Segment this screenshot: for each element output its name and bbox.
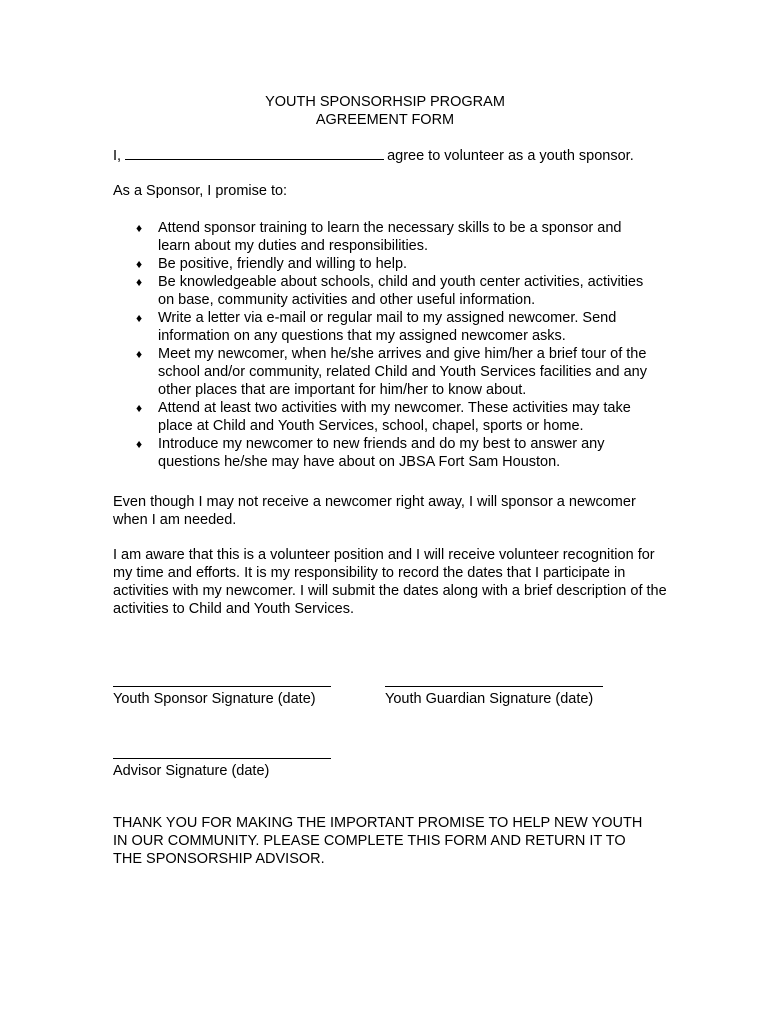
diamond-bullet-icon: ♦ — [136, 401, 143, 415]
diamond-bullet-icon: ♦ — [136, 311, 143, 325]
diamond-bullet-icon: ♦ — [136, 437, 143, 451]
youth-sponsor-signature-line[interactable] — [113, 686, 331, 687]
diamond-bullet-icon: ♦ — [136, 257, 143, 271]
list-item-text: Attend sponsor training to learn the necessary skills to be a sponsor and learn about my duties and responsibilities. — [158, 220, 622, 254]
list-item — [136, 399, 656, 435]
diamond-bullet-icon: ♦ — [136, 347, 143, 361]
form-subtitle: AGREEMENT FORM — [315, 112, 455, 128]
youth-guardian-signature-label: Youth Guardian Signature (date) — [385, 691, 594, 707]
diamond-bullet-icon: ♦ — [136, 221, 143, 235]
list-item-text: Attend at least two activities with my newcomer. These activities may take place at Child and Youth Services, school, chapel, sports or home. — [158, 400, 631, 434]
list-item — [136, 255, 656, 273]
sponsor-name-blank[interactable] — [125, 147, 384, 160]
youth-guardian-signature-block — [385, 686, 603, 708]
advisor-signature-line[interactable] — [113, 758, 331, 759]
list-item — [136, 345, 656, 399]
diamond-bullet-icon: ♦ — [136, 275, 143, 289]
intro-suffix: agree to volunteer as a youth sponsor. — [387, 148, 634, 164]
list-item-text: Be knowledgeable about schools, child and youth center activities, activities on base, community activities and other useful information. — [158, 274, 644, 308]
list-item-text: Be positive, friendly and willing to help. — [158, 256, 408, 272]
availability-paragraph: Even though I may not receive a newcomer right away, I will sponsor a newcomer when I am needed. — [113, 494, 636, 528]
list-item-text: Meet my newcomer, when he/she arrives and give him/her a brief tour of the school and/or community, related Child and Youth Services facilities and any other places that are important for him/her to know about. — [158, 346, 647, 398]
youth-guardian-signature-line[interactable] — [385, 686, 603, 687]
advisor-signature-label: Advisor Signature (date) — [113, 763, 270, 779]
list-item-text: Write a letter via e-mail or regular mail to my assigned newcomer. Send information on any questions that my assigned newcomer asks. — [158, 310, 617, 344]
list-item — [136, 309, 656, 345]
intro-statement — [113, 147, 673, 165]
list-item — [136, 273, 656, 309]
closing-note: THANK YOU FOR MAKING THE IMPORTANT PROMISE TO HELP NEW YOUTH IN OUR COMMUNITY. PLEASE COMPLETE THIS FORM AND RETURN IT TO THE SPONSORSHIP ADVISOR. — [113, 815, 643, 867]
promise-lead: As a Sponsor, I promise to: — [113, 183, 288, 199]
intro-prefix: I, — [113, 148, 122, 164]
form-title: YOUTH SPONSORHSIP PROGRAM — [265, 94, 505, 110]
list-item — [136, 435, 656, 471]
promise-list — [136, 219, 656, 471]
list-item-text: Introduce my newcomer to new friends and do my best to answer any questions he/she may have about on JBSA Fort Sam Houston. — [158, 436, 605, 470]
youth-sponsor-signature-label: Youth Sponsor Signature (date) — [113, 691, 316, 707]
volunteer-paragraph: I am aware that this is a volunteer position and I will receive volunteer recognition for my time and efforts. It is my responsibility to record the dates that I participate in activities with my newcomer. I will submit the dates along with a brief description of the activities to Child and Youth Services. — [113, 547, 667, 617]
youth-sponsor-signature-block — [113, 686, 331, 708]
list-item — [136, 219, 656, 255]
advisor-signature-block — [113, 758, 331, 780]
